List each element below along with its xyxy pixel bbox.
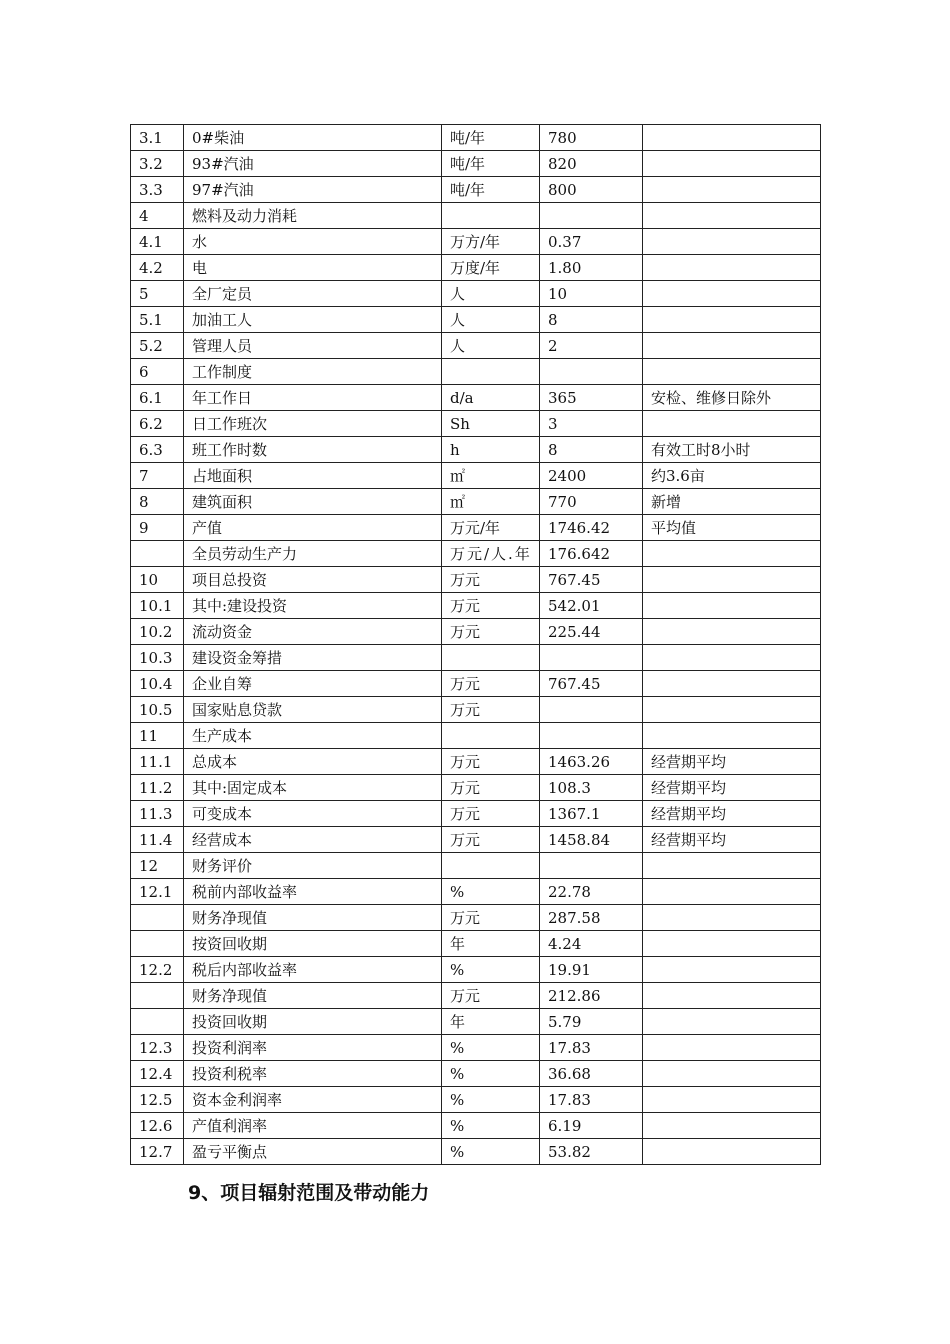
unit-cell: 年: [442, 931, 540, 957]
item-name-cell: 税后内部收益率: [184, 957, 442, 983]
table-row: [131, 541, 821, 567]
unit-cell: 万元: [442, 671, 540, 697]
remark-cell: [643, 983, 821, 1009]
value-cell: 0.37: [540, 229, 643, 255]
item-name-cell: 投资利润率: [184, 1035, 442, 1061]
row-number-cell: 6.3: [131, 437, 184, 463]
item-name-cell: 项目总投资: [184, 567, 442, 593]
unit-cell: ㎡: [442, 463, 540, 489]
unit-cell: %: [442, 879, 540, 905]
item-name-cell: 产值: [184, 515, 442, 541]
remark-cell: 安检、维修日除外: [643, 385, 821, 411]
table-row: [131, 463, 821, 489]
remark-cell: [643, 567, 821, 593]
remark-cell: [643, 203, 821, 229]
row-number-cell: 5: [131, 281, 184, 307]
table-row: [131, 229, 821, 255]
remark-cell: 新增: [643, 489, 821, 515]
unit-cell: [442, 203, 540, 229]
table-row: [131, 177, 821, 203]
indicator-table-body: [131, 125, 821, 1165]
value-cell: 225.44: [540, 619, 643, 645]
row-number-cell: 3.1: [131, 125, 184, 151]
row-number-cell: 3.3: [131, 177, 184, 203]
item-name-cell: 工作制度: [184, 359, 442, 385]
value-cell: 1367.1: [540, 801, 643, 827]
value-cell: 108.3: [540, 775, 643, 801]
unit-cell: 吨/年: [442, 125, 540, 151]
row-number-cell: 12.6: [131, 1113, 184, 1139]
value-cell: [540, 359, 643, 385]
unit-cell: %: [442, 1113, 540, 1139]
unit-cell: ㎡: [442, 489, 540, 515]
unit-cell: 人: [442, 281, 540, 307]
table-row: [131, 307, 821, 333]
value-cell: 36.68: [540, 1061, 643, 1087]
row-number-cell: 6.1: [131, 385, 184, 411]
item-name-cell: 投资利税率: [184, 1061, 442, 1087]
table-row: [131, 1113, 821, 1139]
item-name-cell: 其中:固定成本: [184, 775, 442, 801]
value-cell: 365: [540, 385, 643, 411]
item-name-cell: 财务评价: [184, 853, 442, 879]
value-cell: 2400: [540, 463, 643, 489]
row-number-cell: 11.1: [131, 749, 184, 775]
item-name-cell: 财务净现值: [184, 905, 442, 931]
item-name-cell: 年工作日: [184, 385, 442, 411]
item-name-cell: 97#汽油: [184, 177, 442, 203]
unit-cell: %: [442, 1087, 540, 1113]
remark-cell: 约3.6亩: [643, 463, 821, 489]
table-row: [131, 879, 821, 905]
remark-cell: [643, 957, 821, 983]
table-row: [131, 619, 821, 645]
row-number-cell: 11.2: [131, 775, 184, 801]
row-number-cell: 10.5: [131, 697, 184, 723]
item-name-cell: 投资回收期: [184, 1009, 442, 1035]
value-cell: 10: [540, 281, 643, 307]
item-name-cell: 全厂定员: [184, 281, 442, 307]
row-number-cell: 12.4: [131, 1061, 184, 1087]
table-row: [131, 723, 821, 749]
unit-cell: 吨/年: [442, 151, 540, 177]
remark-cell: [643, 281, 821, 307]
row-number-cell: 12.2: [131, 957, 184, 983]
item-name-cell: 财务净现值: [184, 983, 442, 1009]
remark-cell: [643, 125, 821, 151]
row-number-cell: 9: [131, 515, 184, 541]
item-name-cell: 流动资金: [184, 619, 442, 645]
unit-cell: [442, 645, 540, 671]
unit-cell: %: [442, 1035, 540, 1061]
unit-cell: 万元: [442, 619, 540, 645]
row-number-cell: 12.1: [131, 879, 184, 905]
value-cell: 1463.26: [540, 749, 643, 775]
value-cell: 287.58: [540, 905, 643, 931]
remark-cell: [643, 1139, 821, 1165]
row-number-cell: [131, 983, 184, 1009]
unit-cell: 万元: [442, 593, 540, 619]
table-row: [131, 281, 821, 307]
item-name-cell: 企业自筹: [184, 671, 442, 697]
value-cell: 770: [540, 489, 643, 515]
value-cell: 212.86: [540, 983, 643, 1009]
row-number-cell: 11.3: [131, 801, 184, 827]
row-number-cell: 10.1: [131, 593, 184, 619]
item-name-cell: 按资回收期: [184, 931, 442, 957]
row-number-cell: [131, 1009, 184, 1035]
item-name-cell: 税前内部收益率: [184, 879, 442, 905]
section-heading: 9、项目辐射范围及带动能力: [188, 1182, 430, 1204]
table-row: [131, 905, 821, 931]
unit-cell: 吨/年: [442, 177, 540, 203]
unit-cell: 人: [442, 333, 540, 359]
remark-cell: [643, 931, 821, 957]
item-name-cell: 水: [184, 229, 442, 255]
remark-cell: [643, 1087, 821, 1113]
remark-cell: 平均值: [643, 515, 821, 541]
unit-cell: 万元: [442, 567, 540, 593]
value-cell: 176.642: [540, 541, 643, 567]
row-number-cell: 4.1: [131, 229, 184, 255]
value-cell: 4.24: [540, 931, 643, 957]
row-number-cell: 5.1: [131, 307, 184, 333]
value-cell: 767.45: [540, 671, 643, 697]
unit-cell: Sh: [442, 411, 540, 437]
remark-cell: 经营期平均: [643, 801, 821, 827]
remark-cell: [643, 255, 821, 281]
row-number-cell: 11.4: [131, 827, 184, 853]
table-row: [131, 775, 821, 801]
item-name-cell: 建筑面积: [184, 489, 442, 515]
remark-cell: [643, 541, 821, 567]
remark-cell: [643, 333, 821, 359]
unit-cell: %: [442, 1139, 540, 1165]
row-number-cell: 5.2: [131, 333, 184, 359]
value-cell: 780: [540, 125, 643, 151]
remark-cell: [643, 229, 821, 255]
row-number-cell: 6.2: [131, 411, 184, 437]
value-cell: 22.78: [540, 879, 643, 905]
remark-cell: [643, 151, 821, 177]
row-number-cell: 4.2: [131, 255, 184, 281]
value-cell: 3: [540, 411, 643, 437]
value-cell: 19.91: [540, 957, 643, 983]
row-number-cell: [131, 905, 184, 931]
item-name-cell: 占地面积: [184, 463, 442, 489]
table-row: [131, 489, 821, 515]
row-number-cell: 12.5: [131, 1087, 184, 1113]
value-cell: 2: [540, 333, 643, 359]
table-row: [131, 931, 821, 957]
remark-cell: 经营期平均: [643, 775, 821, 801]
value-cell: [540, 723, 643, 749]
table-row: [131, 203, 821, 229]
remark-cell: [643, 723, 821, 749]
unit-cell: 万元/年: [442, 515, 540, 541]
unit-cell: 年: [442, 1009, 540, 1035]
table-row: [131, 515, 821, 541]
row-number-cell: 10: [131, 567, 184, 593]
value-cell: 542.01: [540, 593, 643, 619]
table-row: [131, 437, 821, 463]
remark-cell: [643, 593, 821, 619]
unit-cell: 万元: [442, 983, 540, 1009]
table-row: [131, 801, 821, 827]
item-name-cell: 盈亏平衡点: [184, 1139, 442, 1165]
remark-cell: 经营期平均: [643, 749, 821, 775]
remark-cell: [643, 1009, 821, 1035]
item-name-cell: 班工作时数: [184, 437, 442, 463]
value-cell: 17.83: [540, 1087, 643, 1113]
item-name-cell: 燃料及动力消耗: [184, 203, 442, 229]
value-cell: 5.79: [540, 1009, 643, 1035]
item-name-cell: 其中:建设投资: [184, 593, 442, 619]
unit-cell: [442, 723, 540, 749]
unit-cell: 万元: [442, 749, 540, 775]
remark-cell: 有效工时8小时: [643, 437, 821, 463]
item-name-cell: 全员劳动生产力: [184, 541, 442, 567]
table-row: [131, 1139, 821, 1165]
unit-cell: d/a: [442, 385, 540, 411]
item-name-cell: 0#柴油: [184, 125, 442, 151]
remark-cell: 经营期平均: [643, 827, 821, 853]
item-name-cell: 经营成本: [184, 827, 442, 853]
table-row: [131, 385, 821, 411]
table-row: [131, 645, 821, 671]
value-cell: [540, 645, 643, 671]
value-cell: 1.80: [540, 255, 643, 281]
value-cell: 820: [540, 151, 643, 177]
row-number-cell: 10.2: [131, 619, 184, 645]
row-number-cell: 10.4: [131, 671, 184, 697]
remark-cell: [643, 1035, 821, 1061]
unit-cell: 万元: [442, 827, 540, 853]
item-name-cell: 93#汽油: [184, 151, 442, 177]
unit-cell: %: [442, 957, 540, 983]
table-row: [131, 749, 821, 775]
unit-cell: 万度/年: [442, 255, 540, 281]
value-cell: [540, 697, 643, 723]
unit-cell: 万元: [442, 775, 540, 801]
table-row: [131, 411, 821, 437]
row-number-cell: 11: [131, 723, 184, 749]
item-name-cell: 建设资金筹措: [184, 645, 442, 671]
value-cell: 17.83: [540, 1035, 643, 1061]
unit-cell: h: [442, 437, 540, 463]
unit-cell: %: [442, 1061, 540, 1087]
item-name-cell: 产值利润率: [184, 1113, 442, 1139]
remark-cell: [643, 411, 821, 437]
remark-cell: [643, 307, 821, 333]
table-row: [131, 827, 821, 853]
value-cell: [540, 853, 643, 879]
unit-cell: 万元: [442, 905, 540, 931]
table-row: [131, 853, 821, 879]
row-number-cell: [131, 541, 184, 567]
remark-cell: [643, 1061, 821, 1087]
row-number-cell: 6: [131, 359, 184, 385]
value-cell: 53.82: [540, 1139, 643, 1165]
item-name-cell: 管理人员: [184, 333, 442, 359]
table-row: [131, 359, 821, 385]
item-name-cell: 可变成本: [184, 801, 442, 827]
row-number-cell: 4: [131, 203, 184, 229]
row-number-cell: 12.3: [131, 1035, 184, 1061]
table-row: [131, 983, 821, 1009]
table-row: [131, 1035, 821, 1061]
remark-cell: [643, 697, 821, 723]
value-cell: 8: [540, 437, 643, 463]
unit-cell: [442, 359, 540, 385]
value-cell: 6.19: [540, 1113, 643, 1139]
row-number-cell: [131, 931, 184, 957]
item-name-cell: 电: [184, 255, 442, 281]
remark-cell: [643, 853, 821, 879]
remark-cell: [643, 905, 821, 931]
value-cell: 1746.42: [540, 515, 643, 541]
table-row: [131, 125, 821, 151]
unit-cell: 万元/人.年: [442, 541, 540, 567]
row-number-cell: 12.7: [131, 1139, 184, 1165]
remark-cell: [643, 879, 821, 905]
table-row: [131, 333, 821, 359]
item-name-cell: 总成本: [184, 749, 442, 775]
table-row: [131, 593, 821, 619]
table-row: [131, 255, 821, 281]
value-cell: 800: [540, 177, 643, 203]
table-row: [131, 1061, 821, 1087]
table-row: [131, 957, 821, 983]
row-number-cell: 7: [131, 463, 184, 489]
value-cell: [540, 203, 643, 229]
unit-cell: [442, 853, 540, 879]
value-cell: 767.45: [540, 567, 643, 593]
row-number-cell: 12: [131, 853, 184, 879]
item-name-cell: 加油工人: [184, 307, 442, 333]
value-cell: 1458.84: [540, 827, 643, 853]
table-row: [131, 1009, 821, 1035]
remark-cell: [643, 1113, 821, 1139]
row-number-cell: 8: [131, 489, 184, 515]
unit-cell: 万元: [442, 801, 540, 827]
remark-cell: [643, 359, 821, 385]
unit-cell: 万方/年: [442, 229, 540, 255]
item-name-cell: 资本金利润率: [184, 1087, 442, 1113]
unit-cell: 万元: [442, 697, 540, 723]
table-row: [131, 567, 821, 593]
item-name-cell: 生产成本: [184, 723, 442, 749]
row-number-cell: 3.2: [131, 151, 184, 177]
table-row: [131, 671, 821, 697]
table-row: [131, 151, 821, 177]
remark-cell: [643, 619, 821, 645]
table-row: [131, 697, 821, 723]
value-cell: 8: [540, 307, 643, 333]
table-row: [131, 1087, 821, 1113]
indicator-table: [130, 124, 821, 1165]
row-number-cell: 10.3: [131, 645, 184, 671]
item-name-cell: 国家贴息贷款: [184, 697, 442, 723]
item-name-cell: 日工作班次: [184, 411, 442, 437]
remark-cell: [643, 645, 821, 671]
remark-cell: [643, 177, 821, 203]
remark-cell: [643, 671, 821, 697]
unit-cell: 人: [442, 307, 540, 333]
